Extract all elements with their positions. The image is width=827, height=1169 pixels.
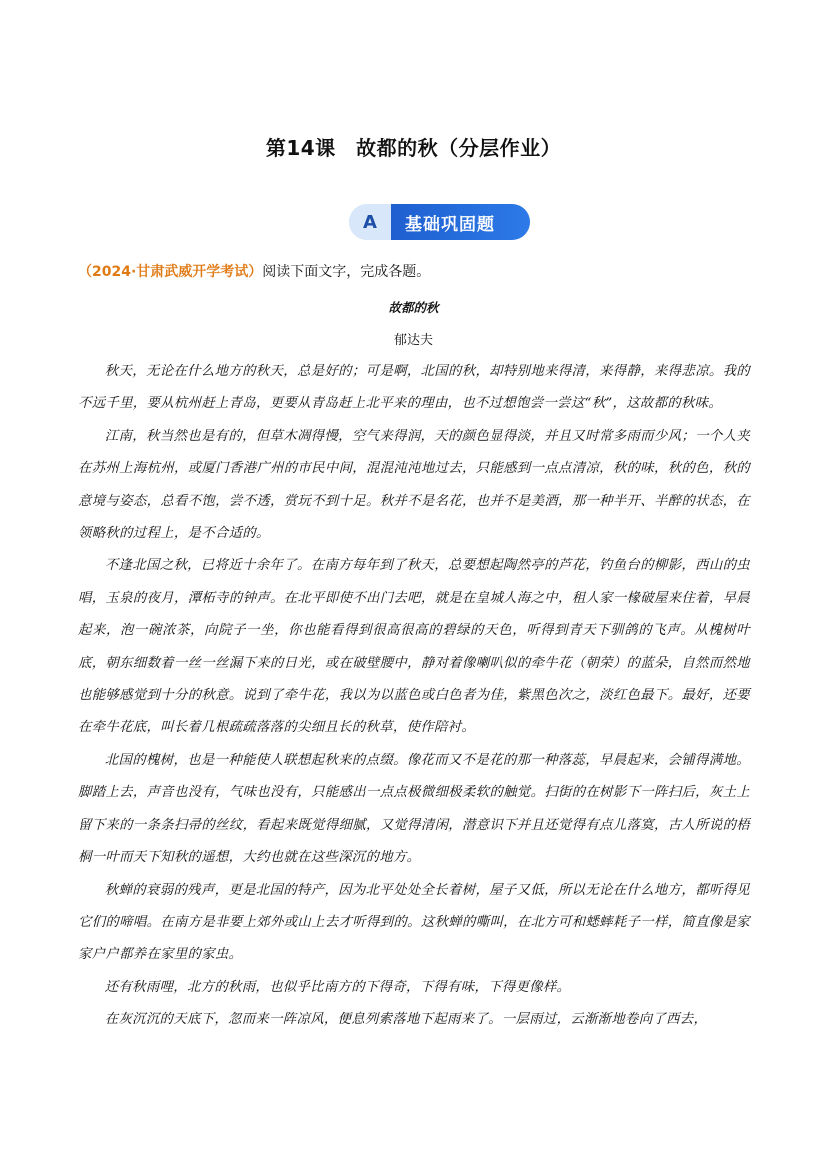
question-intro (78, 261, 430, 281)
article-paragraph: 江南，秋当然也是有的，但草木凋得慢，空气来得润，天的颜色显得淡，并且又时常多雨而少风；一个人夹在苏州上海杭州，或厦门香港广州的市民中间，混混沌沌地过去，只能感到一点点清凉，秋的味，秋的色，秋的意境与姿态，总看不饱，尝不透，赏玩不到十足。秋并不是名花，也并不是美酒，那一种半开、半醉的状态，在领略秋的过程上，是不合适的。 (78, 428, 750, 542)
article-body (78, 356, 750, 1037)
page-title: 第14课 故都的秋（分层作业） (265, 136, 562, 160)
article-author: 郁达夫 (393, 333, 433, 348)
article-title: 故都的秋 (388, 300, 439, 315)
article-paragraph: 北国的槐树，也是一种能使人联想起秋来的点缀。像花而又不是花的那一种落蕊，早晨起来，会铺得满地。脚踏上去，声音也没有，气味也没有，只能感出一点点极微细极柔软的触觉。扫街的在树影下一阵扫后，灰土上留下来的一条条扫帚的丝纹，看起来既觉得细腻，又觉得清闲，潜意识下并且还觉得有点儿落寞，古人所说的梧桐一叶而天下知秋的遥想，大约也就在这些深沉的地方。 (78, 752, 750, 866)
question-instruction: 阅读下面文字，完成各题。 (262, 264, 431, 280)
section-badge-letter: A (349, 204, 391, 240)
article-paragraph: 还有秋雨哩，北方的秋雨，也似乎比南方的下得奇，下得有味，下得更像样。 (104, 979, 571, 995)
article-paragraph: 在灰沉沉的天底下，忽而来一阵凉风，便息列索落地下起雨来了。一层雨过，云渐渐地卷向了西去， (104, 1012, 708, 1028)
section-badge-label: 基础巩固题 (391, 204, 530, 240)
article-paragraph: 秋蝉的衰弱的残声，更是北国的特产，因为北平处处全长着树，屋子又低，所以无论在什么地方，都听得见它们的啼唱。在南方是非要上郊外或山上去才听得到的。这秋蝉的嘶叫，在北方可和蟋蟀耗子一样，简直像是家家户户都养在家里的家虫。 (78, 882, 750, 963)
article-paragraph: 不逢北国之秋，已将近十余年了。在南方每年到了秋天，总要想起陶然亭的芦花，钓鱼台的柳影，西山的虫唱，玉泉的夜月，潭柘寺的钟声。在北平即使不出门去吧，就是在皇城人海之中，租人家一椽破屋来住着，早晨起来，泡一碗浓茶，向院子一坐，你也能看得到很高很高的碧绿的天色，听得到青天下驯鸽的飞声。从槐树叶底，朝东细数着一丝一丝漏下来的日光，或在破壁腰中，静对着像喇叭似的牵牛花（朝荣）的蓝朵，自然而然地也能够感觉到十分的秋意。说到了牵牛花，我以为以蓝色或白色者为佳，紫黑色次之，淡红色最下。最好，还要在牵牛花底，叫长着几根疏疏落落的尖细且长的秋草，使作陪衬。 (78, 558, 750, 736)
article-paragraph: 秋天，无论在什么地方的秋天，总是好的；可是啊，北国的秋，却特别地来得清，来得静，来得悲凉。我的不远千里，要从杭州赶上青岛，更要从青岛赶上北平来的理由，也不过想饱尝一尝这“秋”，这故都的秋味。 (78, 364, 750, 412)
source-tag: （2024·甘肃武威开学考试） (78, 264, 263, 280)
section-badge (349, 204, 530, 240)
